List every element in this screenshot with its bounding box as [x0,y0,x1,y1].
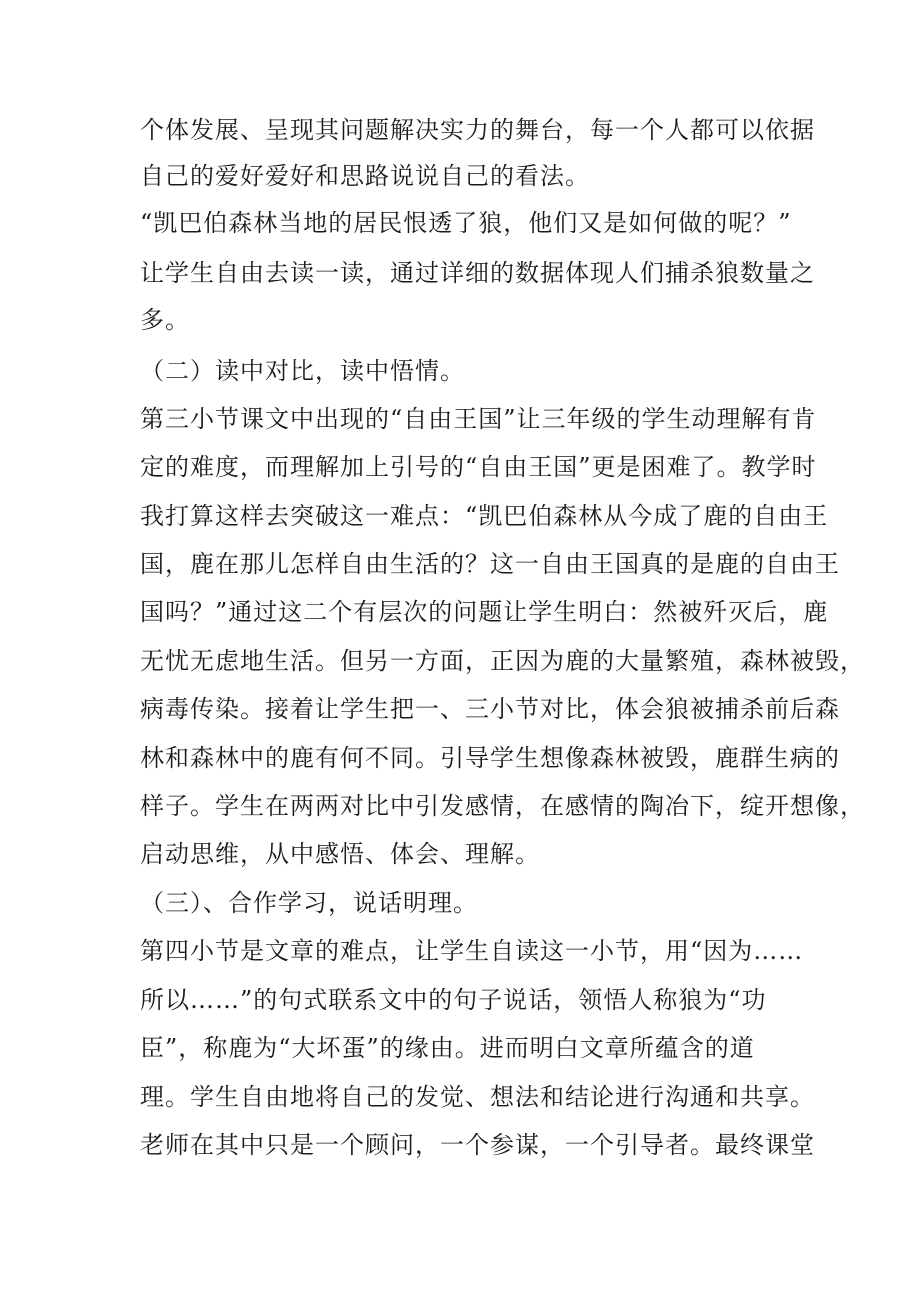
text-line: 国，鹿在那儿怎样自由生活的？这一自由王国真的是鹿的自由王 [140,550,840,578]
text-line: 启动思维，从中感悟、体会、理解。 [140,840,540,868]
text-line: “凯巴伯森林当地的居民恨透了狼，他们又是如何做的呢？” [140,209,792,237]
text-line: 臣”，称鹿为“大坏蛋”的缘由。进而明白文章所蕴含的道 [140,1034,755,1062]
text-line: 老师在其中只是一个顾问，一个参谋，一个引导者。最终课堂 [140,1131,815,1159]
text-line: 无忧无虑地生活。但另一方面，正因为鹿的大量繁殖，森林被毁， [140,647,865,675]
text-line: 我打算这样去突破这一难点：“凯巴伯森林从今成了鹿的自由王 [140,502,829,530]
section-heading: （三）、合作学习，说话明理。 [140,889,478,917]
text-line: 所以……”的句式联系文中的句子说话，领悟人称狼为“功 [140,986,767,1014]
text-line: 个体发展、呈现其问题解决实力的舞台，每一个人都可以依据 [140,116,815,144]
text-line: 第三小节课文中出现的“自由王国”让三年级的学生动理解有肯 [140,405,817,433]
text-line: 理。学生自由地将自己的发觉、想法和结论进行沟通和共享。 [140,1083,815,1111]
text-line: 林和森林中的鹿有何不同。引导学生想像森林被毁，鹿群生病的 [140,744,840,772]
text-line: 自己的爱好爱好和思路说说自己的看法。 [140,162,590,190]
text-line: 第四小节是文章的难点，让学生自读这一小节，用“因为…… [140,937,804,965]
text-line: 病毒传染。接着让学生把一、三小节对比，体会狼被捕杀前后森 [140,695,840,723]
text-line: 定的难度，而理解加上引号的“自由王国”更是困难了。教学时 [140,453,817,481]
text-line: 样子。学生在两两对比中引发感情，在感情的陶冶下，绽开想像， [140,792,865,820]
text-line: 多。 [140,306,190,334]
text-line: 让学生自由去读一读，通过详细的数据体现人们捕杀狼数量之 [140,259,815,287]
section-heading: （二）读中对比，读中悟情。 [140,357,465,385]
text-line: 国吗？”通过这二个有层次的问题让学生明白：然被歼灭后，鹿 [140,598,829,626]
